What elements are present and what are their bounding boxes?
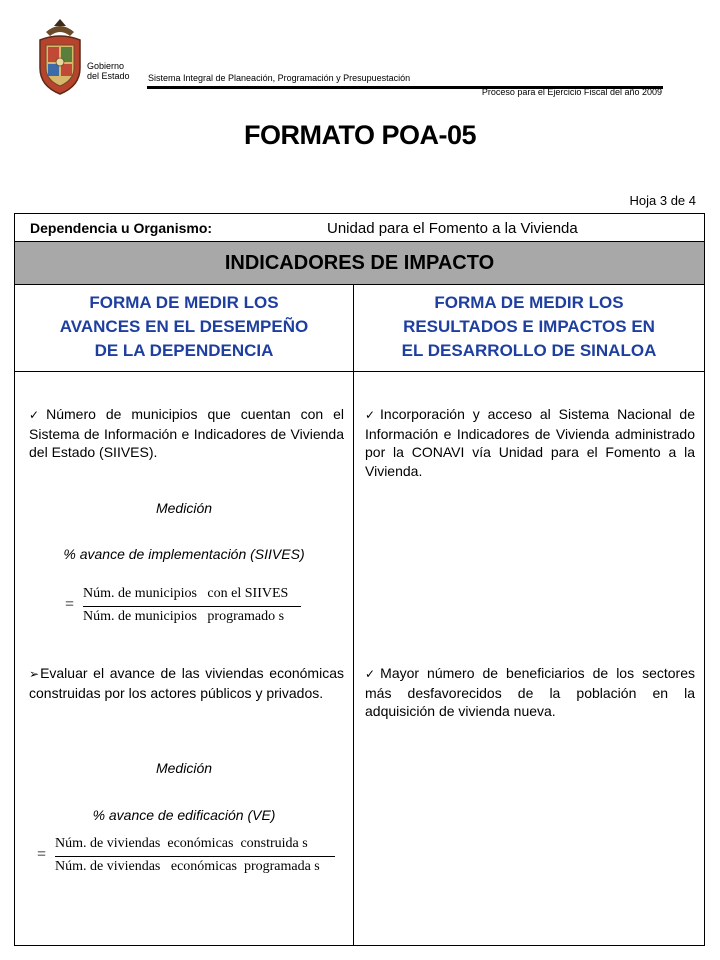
- fraction-bar: [83, 606, 301, 607]
- left-header-line: DE LA DEPENDENCIA: [94, 341, 274, 360]
- formula-denominator: Núm. de municipios programado s: [83, 609, 285, 624]
- page-indicator: Hoja 3 de 4: [629, 193, 696, 208]
- right-header-line: RESULTADOS E IMPACTOS EN: [403, 317, 655, 336]
- medicion-label: Medición: [155, 500, 213, 516]
- equals-sign: =: [65, 596, 75, 613]
- right-header-line: FORMA DE MEDIR LOS: [434, 293, 624, 312]
- left-header-line: AVANCES EN EL DESEMPEÑO: [59, 317, 309, 336]
- arrow-bullet-icon: ➢: [29, 667, 40, 681]
- medicion-label: Medición: [155, 760, 213, 776]
- dependencia-label: Dependencia u Organismo:: [30, 220, 213, 236]
- fraction-bar: [55, 856, 335, 857]
- formula-fraction: [65, 584, 305, 628]
- checkmark-icon: ✓: [365, 408, 380, 422]
- indicators-table: [14, 213, 705, 946]
- right-column-header: [357, 291, 701, 363]
- right-bullet-item: [365, 664, 695, 721]
- right-bullet-item: [365, 405, 695, 480]
- column-divider: [353, 285, 354, 946]
- formula-fraction: [37, 834, 337, 878]
- bullet-text: Evaluar el avance de las viviendas económicas construidas por los actores públicos y privados.: [29, 665, 344, 701]
- indicator-name: % avance de implementación (SIIVES): [63, 546, 305, 562]
- dependencia-row: [15, 214, 704, 242]
- system-name: Sistema Integral de Planeación, Programación y Presupuestación: [148, 73, 411, 83]
- gobierno-line-2: del Estado: [87, 71, 130, 81]
- fiscal-process: Proceso para el Ejercicio Fiscal del año 2009: [481, 87, 662, 97]
- gobierno-label: [87, 61, 130, 81]
- checkmark-icon: ✓: [365, 667, 380, 681]
- dependencia-value: Unidad para el Fomento a la Vivienda: [327, 220, 578, 237]
- section-title: INDICADORES DE IMPACTO: [15, 242, 704, 285]
- checkmark-icon: ✓: [29, 408, 46, 422]
- equals-sign: =: [37, 846, 47, 863]
- left-bullet-item: [29, 405, 344, 462]
- state-seal-logo: [36, 18, 84, 96]
- left-bullet-item: [29, 664, 344, 702]
- header-divider: [15, 371, 704, 372]
- indicator-name: % avance de edificación (VE): [92, 807, 276, 823]
- left-column-header: [19, 291, 349, 363]
- formula-numerator: Núm. de viviendas económicas construida s: [55, 836, 308, 851]
- bullet-text: Número de municipios que cuentan con el Sistema de Información e Indicadores de Vivienda del Estado (SIIVES).: [29, 406, 344, 460]
- formula-denominator: Núm. de viviendas económicas programada s: [55, 859, 320, 874]
- right-header-line: EL DESARROLLO DE SINALOA: [401, 341, 657, 360]
- left-header-line: FORMA DE MEDIR LOS: [89, 293, 279, 312]
- document-title: FORMATO POA-05: [243, 120, 477, 150]
- formula-numerator: Núm. de municipios con el SIIVES: [83, 586, 289, 601]
- gobierno-line-1: Gobierno: [87, 61, 125, 71]
- bullet-text: Incorporación y acceso al Sistema Nacional de Información e Indicadores de Vivienda administrado por la CONAVI vía Unidad para el Fomento a la Vivienda.: [365, 406, 695, 479]
- bullet-text: Mayor número de beneficiarios de los sectores más desfavorecidos de la población en la adquisición de vivienda nueva.: [365, 665, 695, 719]
